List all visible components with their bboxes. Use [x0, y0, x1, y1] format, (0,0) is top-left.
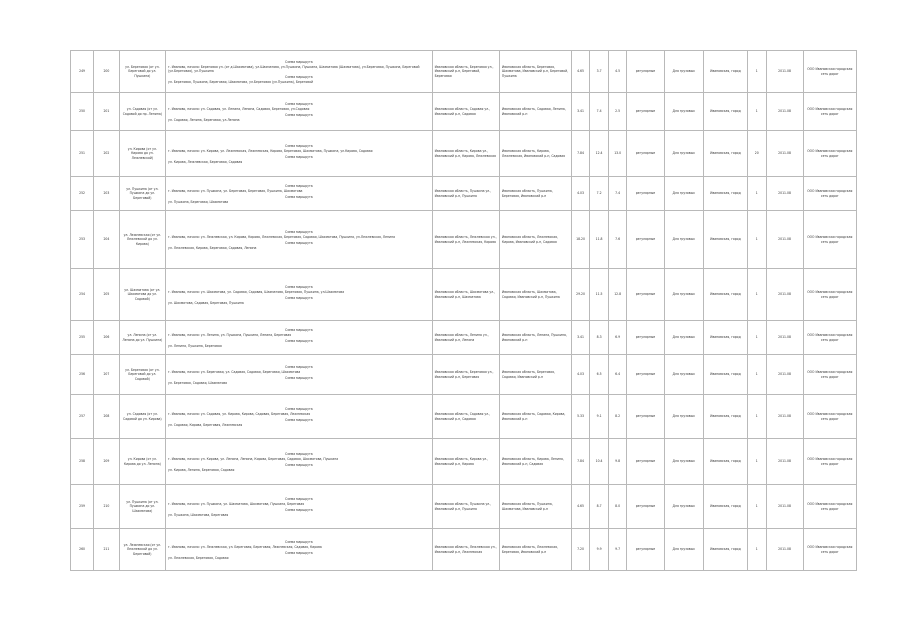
section-label: Схема маршрута	[285, 154, 313, 159]
section-label: Схема маршрута	[285, 144, 313, 149]
vehicle-category: Для грузовых	[664, 211, 703, 269]
carrier-name: ООО Ивановская городская сеть дорог	[803, 321, 856, 355]
vehicle-category: Для грузовых	[664, 395, 703, 439]
table-row	[71, 93, 857, 131]
section-label: Схема маршрута	[285, 112, 313, 117]
carrier-name: ООО Ивановская городская сеть дорог	[803, 529, 856, 571]
section-label: Схема маршрута	[285, 328, 313, 333]
route-name: ул. Кирова (от ул. Кирова до ул. Лежневской)	[119, 131, 165, 177]
table-row	[71, 211, 857, 269]
route-value-1: 3.7	[590, 51, 609, 93]
vehicle-category: Для грузовых	[664, 93, 703, 131]
route-value-1: 12.4	[590, 131, 609, 177]
route-description	[166, 51, 433, 93]
route-code: 201	[94, 93, 120, 131]
route-value-1: 11.8	[590, 211, 609, 269]
route-end: Ивановская область, Кирова, Лежневская, Ивановский р-н, Садовая	[499, 131, 571, 177]
vehicle-count: 1	[747, 439, 766, 485]
start-date: 2011.08	[766, 395, 803, 439]
vehicle-count: 1	[747, 485, 766, 529]
table-row	[71, 529, 857, 571]
vehicle-count: 1	[747, 355, 766, 395]
start-date: 2011.08	[766, 93, 803, 131]
route-start: Ивановская область, Пушкина ул., Ивановский р-н, Пушкина	[432, 485, 499, 529]
route-value-1: 9.9	[590, 529, 609, 571]
route-code: 211	[94, 529, 120, 571]
route-end: Ивановская область, Садовая, Кирова, Ивановский р-н	[499, 395, 571, 439]
route-value-2: 13.0	[608, 131, 627, 177]
section-label: Схема маршрута	[285, 462, 313, 467]
vehicle-count: 1	[747, 51, 766, 93]
route-owner: Ивановская, город	[703, 269, 747, 321]
vehicle-count: 1	[747, 211, 766, 269]
route-description	[166, 131, 433, 177]
route-value-2: 12.8	[608, 269, 627, 321]
route-owner: Ивановская, город	[703, 211, 747, 269]
route-code: 206	[94, 321, 120, 355]
route-name: ул. Береговая (от ул. Береговой до ул. Пушкина)	[119, 51, 165, 93]
route-code: 205	[94, 269, 120, 321]
route-kind: регулярные	[627, 93, 664, 131]
section-label: Схема маршрута	[285, 102, 313, 107]
carrier-name: ООО Ивановская городская сеть дорог	[803, 395, 856, 439]
route-code: 208	[94, 395, 120, 439]
route-kind: регулярные	[627, 355, 664, 395]
row-number: 255	[71, 321, 94, 355]
vehicle-category: Для грузовых	[664, 51, 703, 93]
route-value-2: 2.5	[608, 93, 627, 131]
start-date: 2011.08	[766, 177, 803, 211]
start-date: 2011.08	[766, 211, 803, 269]
route-kind: регулярные	[627, 131, 664, 177]
start-date: 2011.08	[766, 529, 803, 571]
route-end: Ивановская область, Садовая, Ленина, Ивановский р-н	[499, 93, 571, 131]
route-end: Ивановская область, Береговая, Шахматова, Ивановский р-н, Береговой, Пушкина	[499, 51, 571, 93]
section-label: Схема маршрута	[285, 550, 313, 555]
route-owner: Ивановская, город	[703, 529, 747, 571]
route-end: Ивановская область, Береговая, Садовая, Ивановский р-н	[499, 355, 571, 395]
carrier-name: ООО Ивановская городская сеть дорог	[803, 51, 856, 93]
vehicle-category: Для грузовых	[664, 269, 703, 321]
start-date: 2011.08	[766, 321, 803, 355]
section-label: Схема маршрута	[285, 375, 313, 380]
route-kind: регулярные	[627, 529, 664, 571]
table-row	[71, 321, 857, 355]
route-kind: регулярные	[627, 439, 664, 485]
route-value-1: 10.4	[590, 439, 609, 485]
route-owner: Ивановская, город	[703, 131, 747, 177]
description-line: г. Иваново, начало: ул. Ленина, ул. Пушкина, Пушкина, Ленина, Береговая	[168, 333, 292, 338]
table-row	[71, 439, 857, 485]
vehicle-count: 1	[747, 177, 766, 211]
route-kind: регулярные	[627, 51, 664, 93]
vehicle-count: 1	[747, 529, 766, 571]
vehicle-count: 1	[747, 93, 766, 131]
description-line: ул. Кирова, Ленина, Береговая, Садовая	[168, 467, 235, 472]
row-number: 249	[71, 51, 94, 93]
row-number: 252	[71, 177, 94, 211]
section-label: Схема маршрута	[285, 295, 313, 300]
route-end: Ивановская область, Пушкина, Береговая, Ивановский р-н	[499, 177, 571, 211]
route-start: Ивановская область, Лежневская ул., Ивановский р-н, Лежневская	[432, 529, 499, 571]
description-line: г. Иваново, начало: ул. Садовая, ул. Кирова, Кирова, Садовая, Береговая, Лежневская	[168, 412, 311, 417]
route-code: 204	[94, 211, 120, 269]
carrier-name: ООО Ивановская городская сеть дорог	[803, 269, 856, 321]
description-line: ул. Береговая, Садовая, Шахматова	[168, 380, 228, 385]
route-kind: регулярные	[627, 177, 664, 211]
route-name: ул. Пушкина (от ул. Пушкина до ул. Шахматова)	[119, 485, 165, 529]
vehicle-category: Для грузовых	[664, 321, 703, 355]
start-date: 2011.08	[766, 485, 803, 529]
section-label: Схема маршрута	[285, 230, 313, 235]
vehicle-category: Для грузовых	[664, 177, 703, 211]
description-line: г. Иваново, начало: ул. Садовая, ул. Ленина, Ленина, Садовая, Береговая, ул.Садовая	[168, 107, 310, 112]
route-description	[166, 93, 433, 131]
start-date: 2011.08	[766, 51, 803, 93]
row-number: 258	[71, 439, 94, 485]
section-label: Схема маршрута	[285, 452, 313, 457]
route-value-2: 8.0	[608, 485, 627, 529]
route-name: ул. Ленина (от ул. Ленина до ул. Пушкина)	[119, 321, 165, 355]
section-label: Схема маршрута	[285, 507, 313, 512]
route-length: 7.84	[571, 439, 590, 485]
route-description	[166, 439, 433, 485]
route-code: 209	[94, 439, 120, 485]
description-line: г. Иваново, начало: ул. Лежневская, ул. Кирова, Кирова, Лежневская, Береговая, Садовая, Шахматова, Пушкина, ул.Лежневская, Ленина	[168, 235, 395, 240]
route-description	[166, 177, 433, 211]
route-register-table	[70, 50, 857, 571]
row-number: 253	[71, 211, 94, 269]
section-label: Схема маршрута	[285, 285, 313, 290]
route-length: 18.20	[571, 211, 590, 269]
route-value-2: 7.4	[608, 177, 627, 211]
route-start: Ивановская область, Пушкина ул., Ивановский р-н, Пушкина	[432, 177, 499, 211]
section-label: Схема маршрута	[285, 497, 313, 502]
table-row	[71, 131, 857, 177]
route-code: 203	[94, 177, 120, 211]
description-line: г. Иваново, начало: ул. Кирова, ул. Ленина, Ленина, Кирова, Береговая, Садовая, Шахматова, Пушкина	[168, 457, 339, 462]
section-label: Схема маршрута	[285, 365, 313, 370]
route-owner: Ивановская, город	[703, 355, 747, 395]
route-description	[166, 211, 433, 269]
route-value-1: 7.2	[590, 177, 609, 211]
row-number: 260	[71, 529, 94, 571]
section-label: Схема маршрута	[285, 338, 313, 343]
route-owner: Ивановская, город	[703, 485, 747, 529]
description-line: ул. Ленина, Пушкина, Береговая	[168, 343, 222, 348]
table-row	[71, 355, 857, 395]
row-number: 254	[71, 269, 94, 321]
route-name: ул. Садовая (от ул. Садовой до ул. Кирова)	[119, 395, 165, 439]
route-owner: Ивановская, город	[703, 439, 747, 485]
description-line: ул. Пушкина, Шахматова, Береговая	[168, 512, 229, 517]
route-start: Ивановская область, Кирова ул., Ивановский р-н, Кирова	[432, 439, 499, 485]
route-owner: Ивановская, город	[703, 395, 747, 439]
section-label: Схема маршрута	[285, 407, 313, 412]
section-label: Схема маршрута	[285, 194, 313, 199]
route-kind: регулярные	[627, 485, 664, 529]
vehicle-category: Для грузовых	[664, 355, 703, 395]
route-description	[166, 395, 433, 439]
vehicle-category: Для грузовых	[664, 529, 703, 571]
route-description	[166, 485, 433, 529]
route-name: ул. Береговая (от ул. Береговой до ул. Садовой)	[119, 355, 165, 395]
description-line: ул. Кирова, Лежневская, Береговая, Садовая	[168, 159, 243, 164]
description-line: г. Иваново, начало: ул. Кирова, ул. Лежневская, Лежневская, Кирова, Береговая, Шахматова, Пушкина, ул.Кирова, Садовая	[168, 149, 373, 154]
description-line: г. Иваново, начало: ул. Береговая, ул. Садовая, Садовая, Береговая, Шахматова	[168, 370, 301, 375]
route-start: Ивановская область, Садовая ул., Ивановский р-н, Садовая	[432, 395, 499, 439]
route-name: ул. Шахматова (от ул. Шахматова до ул. Садовой)	[119, 269, 165, 321]
route-kind: регулярные	[627, 395, 664, 439]
route-value-1: 8.7	[590, 485, 609, 529]
route-code: 210	[94, 485, 120, 529]
route-start: Ивановская область, Береговая ул., Ивановский р-н, Береговая	[432, 355, 499, 395]
route-owner: Ивановская, город	[703, 51, 747, 93]
description-line: г. Иваново, начало: ул. Пушкина, ул. Береговая, Береговая, Пушкина, Шахматова	[168, 189, 303, 194]
table-row	[71, 51, 857, 93]
description-line: ул. Садовая, Кирова, Береговая, Лежневская	[168, 422, 243, 427]
route-code: 207	[94, 355, 120, 395]
route-name: ул. Садовая (от ул. Садовой до пр. Ленина)	[119, 93, 165, 131]
route-end: Ивановская область, Шахматова, Садовая, Ивановский р-н, Пушкина	[499, 269, 571, 321]
table-body	[71, 51, 857, 571]
vehicle-count: 1	[747, 269, 766, 321]
start-date: 2011.08	[766, 131, 803, 177]
row-number: 250	[71, 93, 94, 131]
vehicle-count: 20	[747, 131, 766, 177]
row-number: 259	[71, 485, 94, 529]
description-line: ул. Лежневская, Береговая, Садовая	[168, 555, 229, 560]
route-value-2: 8.2	[608, 395, 627, 439]
description-line: ул. Лежневская, Кирова, Береговая, Садовая, Ленина	[168, 245, 257, 250]
route-description	[166, 529, 433, 571]
route-length: 4.03	[571, 177, 590, 211]
route-length: 5.33	[571, 395, 590, 439]
description-line: г. Иваново, начало: Береговая ул. (от д.Шахматова), ул.Шахматова, ул.Пушкина, Пушкина, Шахматова (Шахматова), ул.Береговая, Пушкина, Береговой (ул.Береговая), ул.Пушкина	[168, 65, 420, 74]
route-description	[166, 321, 433, 355]
route-value-2: 6.4	[608, 355, 627, 395]
vehicle-count: 1	[747, 321, 766, 355]
row-number: 256	[71, 355, 94, 395]
route-length: 4.65	[571, 51, 590, 93]
route-kind: регулярные	[627, 321, 664, 355]
vehicle-category: Для грузовых	[664, 131, 703, 177]
route-code: 200	[94, 51, 120, 93]
start-date: 2011.08	[766, 439, 803, 485]
row-number: 251	[71, 131, 94, 177]
route-end: Ивановская область, Пушкина, Шахматова, Ивановский р-н	[499, 485, 571, 529]
start-date: 2011.08	[766, 269, 803, 321]
section-label: Схема маршрута	[285, 59, 313, 64]
description-line: г. Иваново, начало: ул. Шахматова, ул. Садовая, Садовая, Шахматова, Береговая, Пушкина, ул.Шахматова	[168, 290, 345, 295]
route-length: 7.84	[571, 131, 590, 177]
section-label: Схема маршрута	[285, 240, 313, 245]
table-row	[71, 177, 857, 211]
start-date: 2011.08	[766, 355, 803, 395]
route-kind: регулярные	[627, 269, 664, 321]
route-value-1: 11.5	[590, 269, 609, 321]
route-length: 29.20	[571, 269, 590, 321]
vehicle-category: Для грузовых	[664, 485, 703, 529]
route-value-1: 6.5	[590, 355, 609, 395]
route-value-1: 7.4	[590, 93, 609, 131]
table-row	[71, 485, 857, 529]
route-length: 4.65	[571, 485, 590, 529]
table-row	[71, 395, 857, 439]
route-name: ул. Кирова (от ул. Кирова до ул. Ленина)	[119, 439, 165, 485]
route-value-2: 9.8	[608, 439, 627, 485]
vehicle-count: 1	[747, 395, 766, 439]
carrier-name: ООО Ивановская городская сеть дорог	[803, 439, 856, 485]
route-description	[166, 355, 433, 395]
route-length: 4.03	[571, 355, 590, 395]
section-label: Схема маршрута	[285, 540, 313, 545]
section-label: Схема маршрута	[285, 417, 313, 422]
description-line: ул. Садовая, Ленина, Береговая, ул.Ленина	[168, 117, 240, 122]
description-line: ул. Пушкина, Береговая, Шахматова	[168, 199, 229, 204]
route-end: Ивановская область, Кирова, Ленина, Ивановский р-н, Садовая	[499, 439, 571, 485]
route-owner: Ивановская, город	[703, 321, 747, 355]
description-line: ул. Шахматова, Садовая, Береговая, Пушкина	[168, 300, 244, 305]
route-value-1: 9.1	[590, 395, 609, 439]
carrier-name: ООО Ивановская городская сеть дорог	[803, 355, 856, 395]
route-length: 3.41	[571, 321, 590, 355]
carrier-name: ООО Ивановская городская сеть дорог	[803, 485, 856, 529]
route-code: 202	[94, 131, 120, 177]
row-number: 257	[71, 395, 94, 439]
route-description	[166, 269, 433, 321]
carrier-name: ООО Ивановская городская сеть дорог	[803, 131, 856, 177]
route-length: 3.41	[571, 93, 590, 131]
route-end: Ивановская область, Ленина, Пушкина, Ивановский р-н	[499, 321, 571, 355]
route-owner: Ивановская, город	[703, 93, 747, 131]
carrier-name: ООО Ивановская городская сеть дорог	[803, 93, 856, 131]
route-start: Ивановская область, Садовая ул., Ивановский р-н, Садовая	[432, 93, 499, 131]
route-owner: Ивановская, город	[703, 177, 747, 211]
carrier-name: ООО Ивановская городская сеть дорог	[803, 211, 856, 269]
route-start: Ивановская область, Шахматова ул., Ивановский р-н, Шахматова	[432, 269, 499, 321]
vehicle-category: Для грузовых	[664, 439, 703, 485]
route-start: Ивановская область, Береговая ул., Ивановский р-н, Береговой, Береговая	[432, 51, 499, 93]
route-name: ул. Лежневская (от ул. Лежневской до ул. Береговой)	[119, 529, 165, 571]
route-value-1: 8.3	[590, 321, 609, 355]
route-start: Ивановская область, Кирова ул., Ивановский р-н, Кирова, Лежневская	[432, 131, 499, 177]
carrier-name: ООО Ивановская городская сеть дорог	[803, 177, 856, 211]
route-end: Ивановская область, Лежневская, Кирова, Ивановский р-н, Садовая	[499, 211, 571, 269]
section-label: Схема маршрута	[285, 74, 313, 79]
route-name: ул. Лежневская (от ул. Лежневской до ул. Кирова)	[119, 211, 165, 269]
route-start: Ивановская область, Ленина ул., Ивановский р-н, Ленина	[432, 321, 499, 355]
route-kind: регулярные	[627, 211, 664, 269]
route-end: Ивановская область, Лежневская, Береговая, Ивановский р-н	[499, 529, 571, 571]
route-value-2: 6.9	[608, 321, 627, 355]
description-line: ул. Береговая, Пушкина, Береговая, Шахматова, ул.Береговая (ул.Пушкина), Береговой	[168, 79, 313, 84]
description-line: г. Иваново, начало: ул. Пушкина, ул. Шахматова, Шахматова, Пушкина, Береговая	[168, 502, 305, 507]
route-name: ул. Пушкина (от ул. Пушкина до ул. Береговой)	[119, 177, 165, 211]
description-line: г. Иваново, начало: ул. Лежневская, ул. Береговая, Береговая, Лежневская, Садовая, Кирова	[168, 545, 322, 550]
route-value-2: 4.5	[608, 51, 627, 93]
route-value-2: 9.7	[608, 529, 627, 571]
route-value-2: 7.6	[608, 211, 627, 269]
route-length: 7.20	[571, 529, 590, 571]
table-row	[71, 269, 857, 321]
route-start: Ивановская область, Лежневская ул., Ивановский р-н, Лежневская, Кирова	[432, 211, 499, 269]
section-label: Схема маршрута	[285, 184, 313, 189]
